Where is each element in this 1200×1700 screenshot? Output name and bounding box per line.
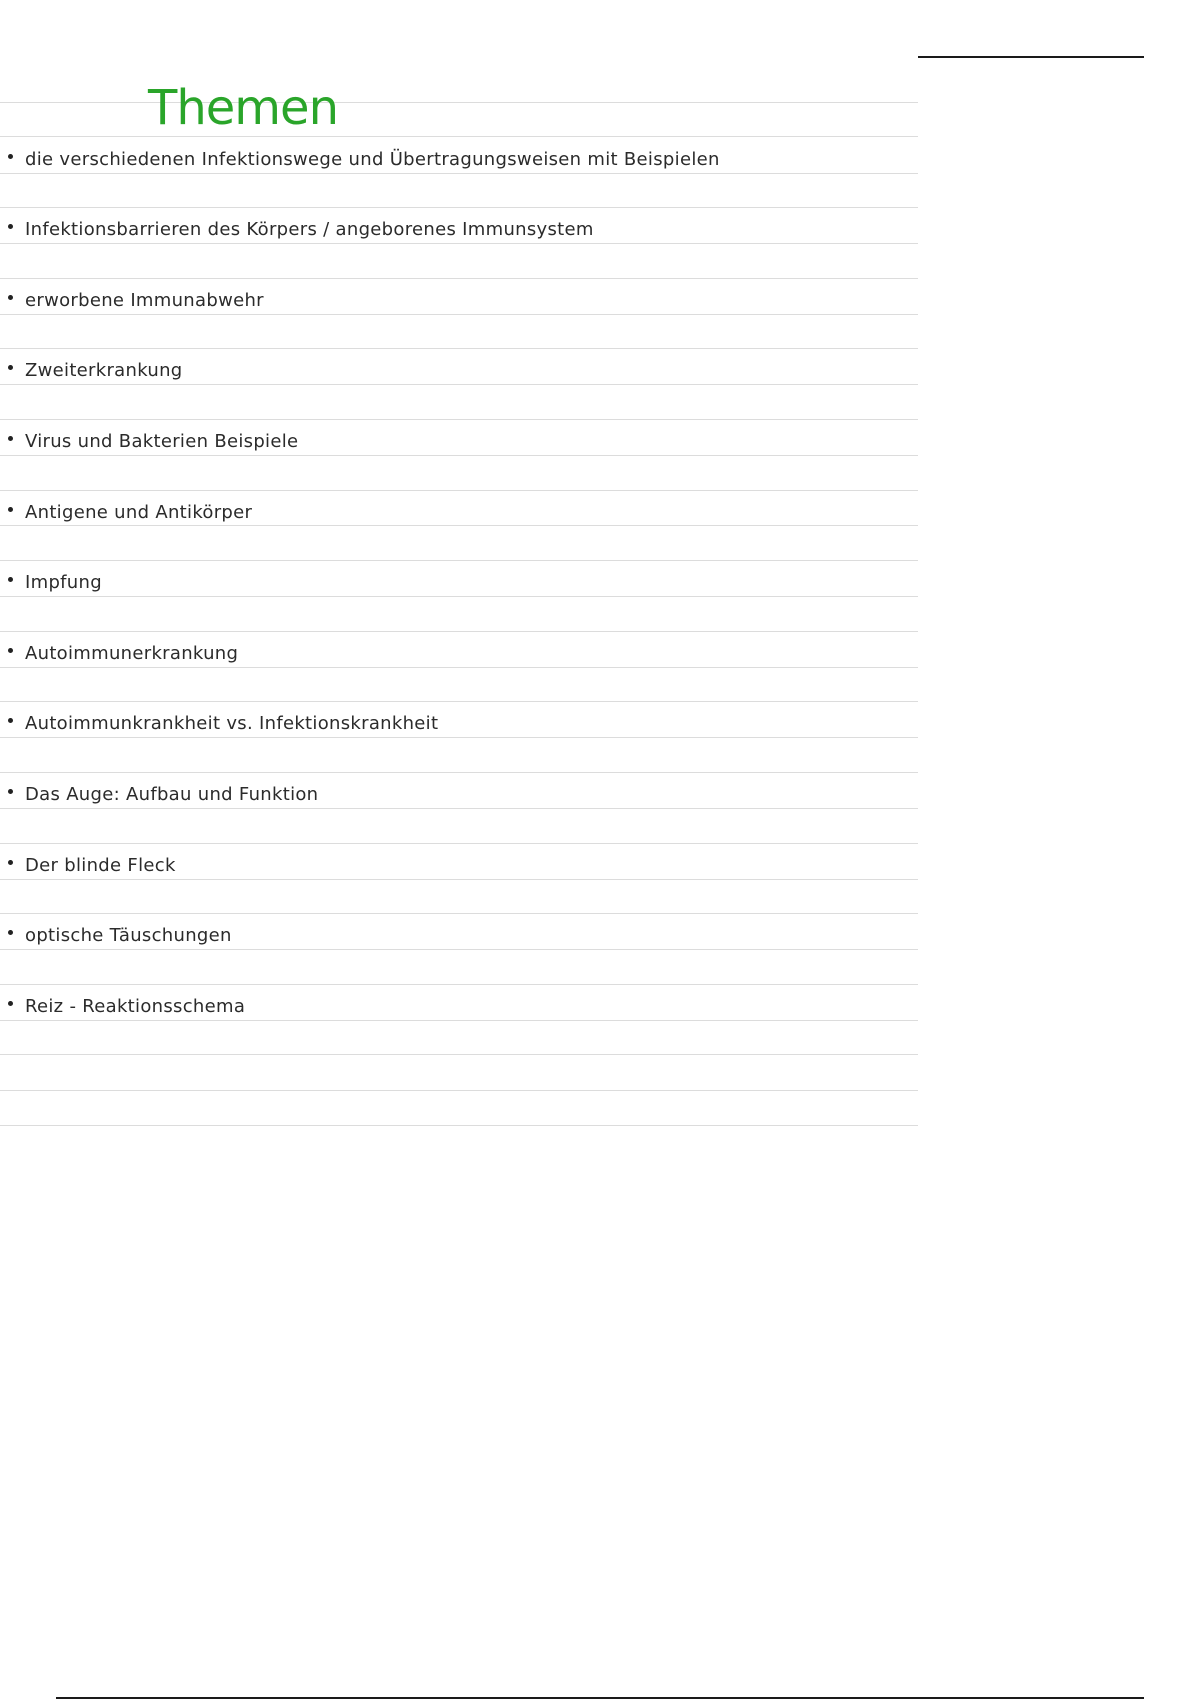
list-item	[8, 919, 232, 949]
list-item	[8, 778, 318, 808]
list-item	[8, 566, 102, 596]
list-item	[8, 637, 238, 667]
list-item	[8, 213, 594, 243]
list-item	[8, 496, 252, 526]
list-item	[8, 990, 245, 1020]
bullet-icon	[8, 295, 13, 300]
bullet-icon	[8, 789, 13, 794]
topic-text: Reiz - Reaktionsschema	[25, 996, 246, 1017]
bullet-icon	[8, 860, 13, 865]
topic-text: Autoimmunkrankheit vs. Infektionskrankheit	[25, 713, 439, 734]
topic-text: Autoimmunerkrankung	[25, 643, 239, 664]
bullet-icon	[8, 224, 13, 229]
bullet-icon	[8, 718, 13, 723]
topic-text: Virus und Bakterien Beispiele	[25, 431, 299, 452]
topic-text: Antigene und Antikörper	[25, 502, 253, 523]
bullet-icon	[8, 365, 13, 370]
list-item	[8, 425, 298, 455]
bullet-icon	[8, 577, 13, 582]
bullet-icon	[8, 507, 13, 512]
page-title: Themen	[148, 80, 338, 137]
list-item	[8, 707, 438, 737]
topic-text: Zweiterkrankung	[25, 360, 183, 381]
bullet-icon	[8, 930, 13, 935]
topic-text: Infektionsbarrieren des Körpers / angeborenes Immunsystem	[25, 219, 594, 240]
topic-text: Impfung	[25, 572, 102, 593]
topic-text: die verschiedenen Infektionswege und Übertragungsweisen mit Beispielen	[25, 149, 720, 170]
list-item	[8, 143, 720, 173]
topic-text: Der blinde Fleck	[25, 855, 176, 876]
footer-rule	[56, 1697, 1144, 1699]
list-item	[8, 354, 183, 384]
topic-text: optische Täuschungen	[25, 925, 232, 946]
bullet-icon	[8, 154, 13, 159]
topic-text: erworbene Immunabwehr	[25, 290, 264, 311]
topic-text: Das Auge: Aufbau und Funktion	[25, 784, 319, 805]
list-item	[8, 849, 176, 879]
bullet-icon	[8, 648, 13, 653]
header-rule	[918, 56, 1144, 58]
bullet-icon	[8, 1001, 13, 1006]
list-item	[8, 284, 264, 314]
bullet-icon	[8, 436, 13, 441]
